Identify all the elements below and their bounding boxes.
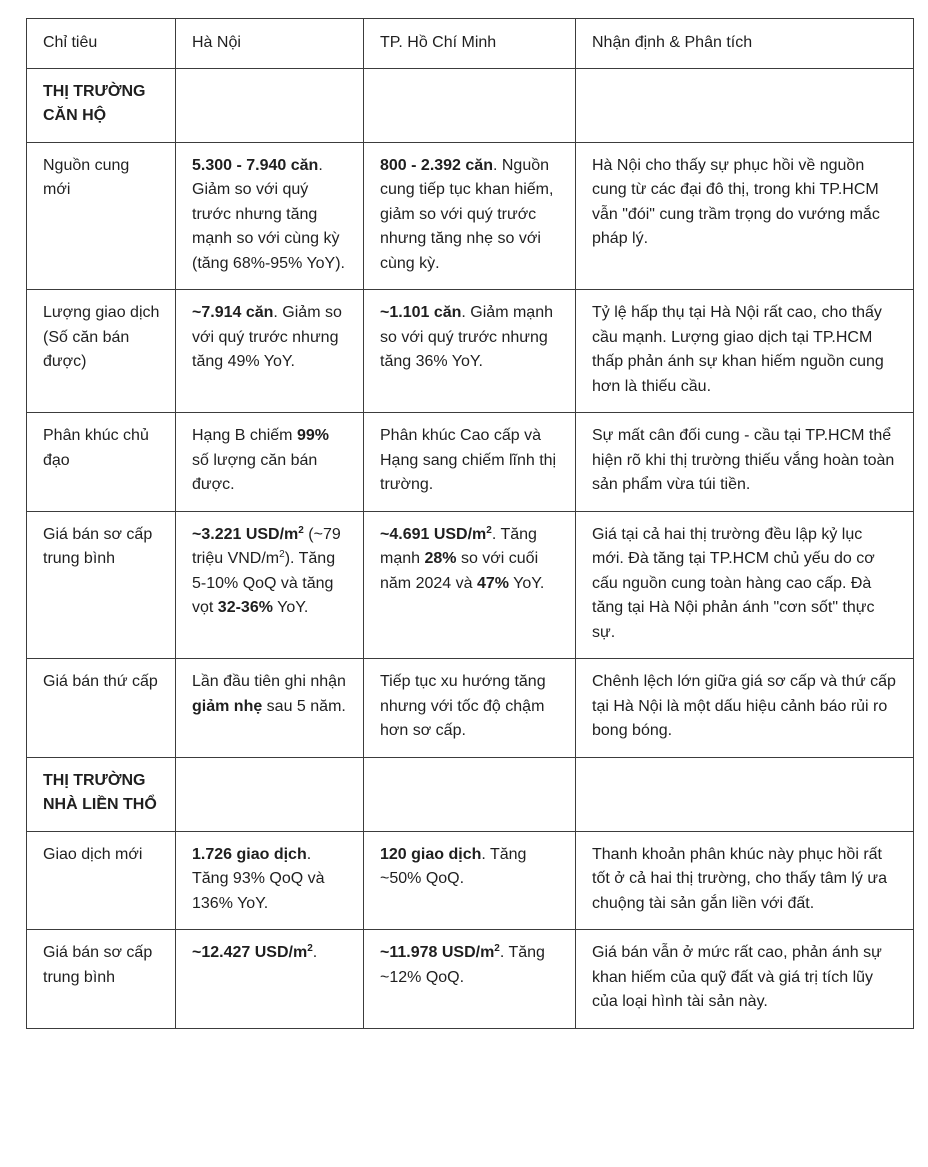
header-indicator: Chỉ tiêu (27, 19, 176, 69)
header-analysis: Nhận định & Phân tích (576, 19, 914, 69)
hanoi-cell: Hạng B chiếm 99% số lượng căn bán được. (176, 413, 364, 512)
header-row (27, 19, 914, 69)
analysis-cell: Giá tại cả hai thị trường đều lập kỷ lục mới. Đà tăng tại TP.HCM chủ yếu do cơ cấu nguồn cung toàn hàng cao cấp. Đà tăng tại Hà Nội phản ánh "cơn sốt" thực sự. (576, 511, 914, 659)
row-label: Giá bán sơ cấp trung bình (27, 511, 176, 659)
section-title-landed: THỊ TRƯỜNG NHÀ LIỀN THỔ (27, 757, 176, 831)
analysis-cell: Tỷ lệ hấp thụ tại Hà Nội rất cao, cho thấy cầu mạnh. Lượng giao dịch tại TP.HCM thấp phản ánh sự khan hiếm nguồn cung hơn là thiếu cầu. (576, 290, 914, 413)
analysis-cell: Hà Nội cho thấy sự phục hồi về nguồn cung từ các đại đô thị, trong khi TP.HCM vẫn "đói" cung trầm trọng do vướng mắc pháp lý. (576, 142, 914, 290)
hanoi-cell: ~3.221 USD/$m^2$ (~79 triệu VND/$m^2$). Tăng 5-10% QoQ và tăng vọt 32-36% YoY. (176, 511, 364, 659)
hcmc-cell: Phân khúc Cao cấp và Hạng sang chiếm lĩnh thị trường. (364, 413, 576, 512)
analysis-cell: Thanh khoản phân khúc này phục hồi rất tốt ở cả hai thị trường, cho thấy tâm lý ưa chuộng tài sản gắn liền với đất. (576, 831, 914, 930)
table-row-landed-transactions (27, 831, 914, 930)
hanoi-cell: Lần đầu tiên ghi nhận giảm nhẹ sau 5 năm. (176, 659, 364, 758)
row-label: Phân khúc chủ đạo (27, 413, 176, 512)
analysis-cell: Giá bán vẫn ở mức rất cao, phản ánh sự khan hiếm của quỹ đất và giá trị tích lũy của loại hình tài sản này. (576, 930, 914, 1029)
hanoi-cell: ~12.427 USD/$m^2$. (176, 930, 364, 1029)
market-comparison-table (26, 18, 914, 1029)
table-row-transactions (27, 290, 914, 413)
hcmc-cell: Tiếp tục xu hướng tăng nhưng với tốc độ chậm hơn sơ cấp. (364, 659, 576, 758)
table-row-landed-price (27, 930, 914, 1029)
header-hcmc: TP. Hồ Chí Minh (364, 19, 576, 69)
row-label: Giá bán thứ cấp (27, 659, 176, 758)
hanoi-cell: ~7.914 căn. Giảm so với quý trước nhưng tăng 49% YoY. (176, 290, 364, 413)
hanoi-cell: 1.726 giao dịch. Tăng 93% QoQ và 136% YoY. (176, 831, 364, 930)
hcmc-cell: 800 - 2.392 căn. Nguồn cung tiếp tục khan hiếm, giảm so với quý trước nhưng tăng nhẹ so với cùng kỳ. (364, 142, 576, 290)
section-title-apartment: THỊ TRƯỜNG CĂN HỘ (27, 68, 176, 142)
hcmc-cell: ~4.691 USD/$m^2$. Tăng mạnh 28% so với cuối năm 2024 và 47% YoY. (364, 511, 576, 659)
hcmc-cell: ~11.978 USD/$m^2$. Tăng ~12% QoQ. (364, 930, 576, 1029)
table-row-segment (27, 413, 914, 512)
hanoi-cell: 5.300 - 7.940 căn. Giảm so với quý trước nhưng tăng mạnh so với cùng kỳ (tăng 68%-95% YoY). (176, 142, 364, 290)
header-hanoi: Hà Nội (176, 19, 364, 69)
row-label: Giá bán sơ cấp trung bình (27, 930, 176, 1029)
row-label: Lượng giao dịch (Số căn bán được) (27, 290, 176, 413)
analysis-cell: Chênh lệch lớn giữa giá sơ cấp và thứ cấp tại Hà Nội là một dấu hiệu cảnh báo rủi ro bong bóng. (576, 659, 914, 758)
analysis-cell: Sự mất cân đối cung - cầu tại TP.HCM thể hiện rõ khi thị trường thiếu vắng hoàn toàn sản phẩm vừa túi tiền. (576, 413, 914, 512)
section-row-landed (27, 757, 914, 831)
table-row-secondary-price (27, 659, 914, 758)
table-row-supply (27, 142, 914, 290)
hcmc-cell: 120 giao dịch. Tăng ~50% QoQ. (364, 831, 576, 930)
row-label: Nguồn cung mới (27, 142, 176, 290)
hcmc-cell: ~1.101 căn. Giảm mạnh so với quý trước nhưng tăng 36% YoY. (364, 290, 576, 413)
row-label: Giao dịch mới (27, 831, 176, 930)
section-row-apartment (27, 68, 914, 142)
table-row-primary-price (27, 511, 914, 659)
